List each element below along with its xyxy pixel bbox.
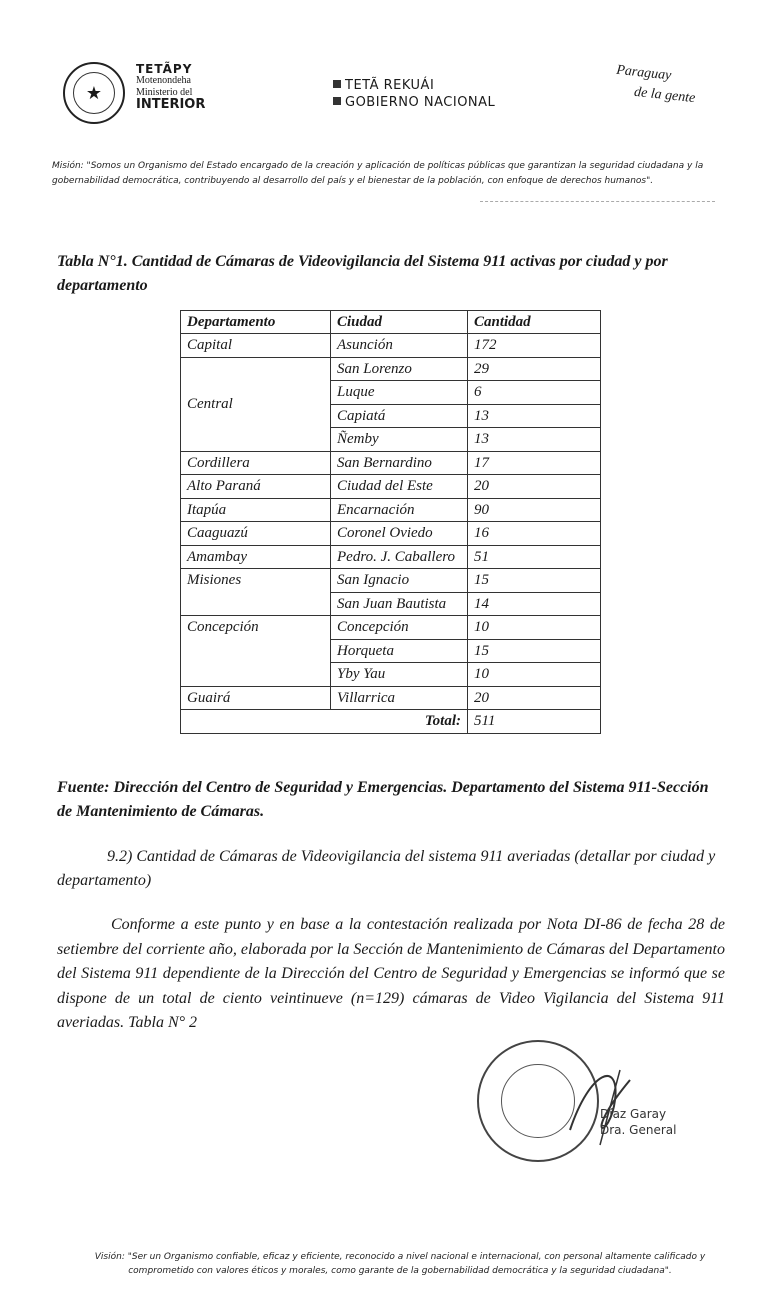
header-cantidad: Cantidad <box>468 311 601 334</box>
cell-departamento: Capital <box>181 334 331 358</box>
cell-cantidad: 17 <box>468 451 601 475</box>
table-row <box>181 498 601 522</box>
cell-ciudad: Ciudad del Este <box>331 475 468 499</box>
divider <box>480 201 715 202</box>
table-row <box>181 334 601 358</box>
body-paragraph: Conforme a este punto y en base a la contestación realizada por Nota DI-86 de fecha 28 de setiembre del corriente año, elaborada por la Sección de Mantenimiento de Cámaras del Departamento del Sistema 911 dependiente de la Dirección del Centro de Seguridad y Emergencias se informó que se dispone de un total de ciento veintinueve (n=129) cámaras de Video Vigilancia del Sistema 911 averiadas. Tabla N° 2 <box>57 916 725 1031</box>
square-icon <box>333 80 341 88</box>
cell-ciudad: Horqueta <box>331 639 468 663</box>
cell-cantidad: 172 <box>468 334 601 358</box>
cell-cantidad: 20 <box>468 686 601 710</box>
cell-ciudad: San Ignacio <box>331 569 468 593</box>
cell-departamento: Concepción <box>181 616 331 687</box>
stamp-role: Dra. General <box>600 1123 677 1137</box>
cell-cantidad: 14 <box>468 592 601 616</box>
ministry-brand <box>136 63 205 111</box>
cell-ciudad: Coronel Oviedo <box>331 522 468 546</box>
gov-line-1: TETÃ REKUÁI <box>345 78 435 93</box>
brand-line-2: Motenondeha <box>136 75 191 86</box>
slogan-line-2: de la gente <box>633 84 696 107</box>
brand-line-3: Ministerio del <box>136 87 193 98</box>
cell-ciudad: Ñemby <box>331 428 468 452</box>
cell-departamento: Cordillera <box>181 451 331 475</box>
cell-cantidad: 90 <box>468 498 601 522</box>
cell-departamento: Central <box>181 357 331 451</box>
table-title: Tabla N°1. Cantidad de Cámaras de Videovigilancia del Sistema 911 activas por ciudad y por departamento <box>57 253 668 294</box>
cell-cantidad: 6 <box>468 381 601 405</box>
header-departamento: Departamento <box>181 311 331 334</box>
table-row <box>181 451 601 475</box>
table-row <box>181 569 601 593</box>
government-label <box>333 77 495 111</box>
cell-departamento: Misiones <box>181 569 331 616</box>
stamp-name: Díaz Garay <box>600 1107 667 1121</box>
total-label: Total: <box>181 710 468 734</box>
header-ciudad: Ciudad <box>331 311 468 334</box>
slogan-line-1: Paraguay <box>615 62 673 84</box>
total-value: 511 <box>468 710 601 734</box>
paraguay-slogan <box>613 61 698 109</box>
cell-ciudad: Capiatá <box>331 404 468 428</box>
cell-cantidad: 16 <box>468 522 601 546</box>
table-row <box>181 616 601 640</box>
mision-statement: Misión: "Somos un Organismo del Estado encargado de la creación y aplicación de políticas públicas que garantizan la seguridad ciudadana y la gobernabilidad democrática, contribuyendo al desarrollo del país y el bienestar de la población, con enfoque de derechos humanos". <box>52 161 704 186</box>
table-row <box>181 475 601 499</box>
table-row <box>181 545 601 569</box>
cell-departamento: Amambay <box>181 545 331 569</box>
cell-cantidad: 10 <box>468 663 601 687</box>
cell-departamento: Guairá <box>181 686 331 710</box>
cell-ciudad: San Lorenzo <box>331 357 468 381</box>
cell-cantidad: 13 <box>468 404 601 428</box>
cell-departamento: Caaguazú <box>181 522 331 546</box>
cell-departamento: Alto Paraná <box>181 475 331 499</box>
cell-ciudad: Villarrica <box>331 686 468 710</box>
cell-ciudad: Pedro. J. Caballero <box>331 545 468 569</box>
cell-ciudad: Asunción <box>331 334 468 358</box>
cell-cantidad: 29 <box>468 357 601 381</box>
cell-cantidad: 20 <box>468 475 601 499</box>
cell-cantidad: 13 <box>468 428 601 452</box>
table-total-row <box>181 710 601 734</box>
brand-line-4: INTERIOR <box>136 97 206 112</box>
brand-line-1: TETÃPY <box>136 62 193 76</box>
cell-cantidad: 15 <box>468 639 601 663</box>
cell-ciudad: Luque <box>331 381 468 405</box>
cell-cantidad: 15 <box>468 569 601 593</box>
table-header-row <box>181 311 601 334</box>
cell-cantidad: 10 <box>468 616 601 640</box>
cell-departamento: Itapúa <box>181 498 331 522</box>
cell-ciudad: San Juan Bautista <box>331 592 468 616</box>
cell-ciudad: Encarnación <box>331 498 468 522</box>
cameras-table <box>180 310 601 734</box>
square-icon <box>333 97 341 105</box>
subsection-heading: 9.2) Cantidad de Cámaras de Videovigilancia del sistema 911 averiadas (detallar por ciudad y departamento) <box>57 848 716 889</box>
ministry-seal: ★ <box>63 62 125 124</box>
gov-line-2: GOBIERNO NACIONAL <box>345 95 496 110</box>
table-row <box>181 357 601 381</box>
cell-ciudad: Yby Yau <box>331 663 468 687</box>
stamp-text <box>600 1106 676 1138</box>
table-row <box>181 686 601 710</box>
table-row <box>181 522 601 546</box>
cell-ciudad: Concepción <box>331 616 468 640</box>
source-note: Fuente: Dirección del Centro de Seguridad y Emergencias. Departamento del Sistema 911-Sección de Mantenimiento de Cámaras. <box>57 779 709 820</box>
cell-cantidad: 51 <box>468 545 601 569</box>
cell-ciudad: San Bernardino <box>331 451 468 475</box>
vision-statement: Visión: "Ser un Organismo confiable, eficaz y eficiente, reconocido a nivel nacional e internacional, con personal altamente calificado y comprometido con valores éticos y morales, como garante de la gobernabilidad democrática y la seguridad ciudadana". <box>94 1252 706 1276</box>
